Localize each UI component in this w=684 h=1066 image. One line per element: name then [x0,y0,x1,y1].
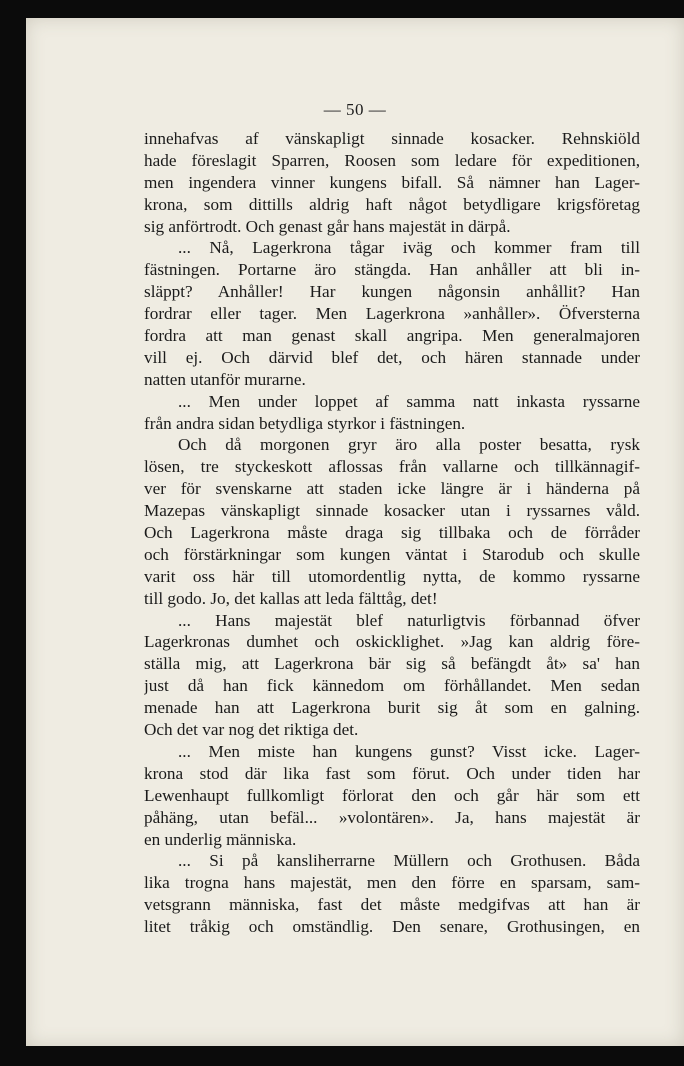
text-line: ... Men under loppet af samma natt inkasta ryssarne [178,391,640,411]
text-line: fästningen. Portarne äro stängda. Han anhåller att bli in- [144,260,640,280]
page-number: — 50 — [323,100,387,119]
text-line: släppt? Anhåller! Har kungen någonsin anhållit? Han [144,282,640,302]
text-line: ställa mig, att Lagerkrona bär sig så befängdt åt» sa' han [144,654,640,674]
text-line: hade föreslagit Sparren, Roosen som ledare för expeditionen, [144,150,640,170]
text-line: innehafvas af vänskapligt sinnade kosacker. Rehnskiöld [144,129,640,148]
book-page [26,18,684,1046]
page-text [144,128,640,938]
text-line: ... Hans majestät blef naturligtvis förbannad öfver [178,610,640,630]
text-line: Lagerkronas dumhet och oskicklighet. »Jag kan aldrig före- [144,632,640,652]
text-line: krona stod där lika fast som förut. Och under tiden har [144,763,640,783]
text-line: ... Si på kansliherrarne Müllern och Grothusen. Båda [178,851,640,871]
text-line: vill ej. Och därvid blef det, och hären stannade under [144,347,640,367]
text-line: fordrar eller tager. Men Lagerkrona »anhåller». Öfversterna [144,304,640,324]
text-line: från andra sidan betydliga styrkor i fästningen. [144,413,466,433]
text-line: ... Men miste han kungens gunst? Visst icke. Lager- [178,741,640,761]
text-line: menade han att Lagerkrona burit sig åt som en galning. [144,698,640,718]
text-line: ver för svenskarne att staden icke längre är i händerna på [144,479,640,499]
text-line: Och det var nog det riktiga det. [144,720,359,740]
text-line: Lewenhaupt fullkomligt förlorat den och går här som ett [144,785,640,805]
text-line: Och Lagerkrona måste draga sig tillbaka och de förråder [144,523,640,543]
text-line: fordra att man genast skall angripa. Men generalmajoren [144,326,640,346]
text-line: lösen, tre styckeskott aflossas från vallarne och tillkännagif- [144,457,640,477]
text-line: varit oss här till utomordentlig nytta, de kommo ryssarne [144,566,640,586]
text-line: Och då morgonen gryr äro alla poster besatta, rysk [178,435,640,455]
text-line: till godo. Jo, det kallas att leda fälttåg, det! [144,588,438,608]
text-line: Mazepas vänskapligt sinnade kosacker utan i ryssarnes våld. [144,501,640,521]
text-line: men ingendera vinner kungens bifall. Så nämner han Lager- [144,172,640,192]
text-line: vetsgrann människa, fast det måste medgifvas att han är [144,895,640,915]
text-line: natten utanför murarne. [144,369,306,389]
text-line: ... Nå, Lagerkrona tågar iväg och kommer fram till [178,238,640,258]
text-line: sig anförtrodt. Och genast går hans majestät in därpå. [144,216,511,236]
text-line: och förstärkningar som kungen väntat i Starodub och skulle [144,544,640,564]
text-line: just då han fick kännedom om förhållandet. Men sedan [144,676,640,696]
text-line: påhäng, utan befäl... »volontären». Ja, hans majestät är [144,807,640,827]
text-line: lika trogna hans majestät, men den förre en sparsam, sam- [144,873,640,893]
text-line: en underlig människa. [144,829,297,849]
text-line: litet tråkig och omständlig. Den senare, Grothusingen, en [144,917,640,937]
text-line: krona, som dittills aldrig haft något betydligare krigsföretag [144,194,640,214]
